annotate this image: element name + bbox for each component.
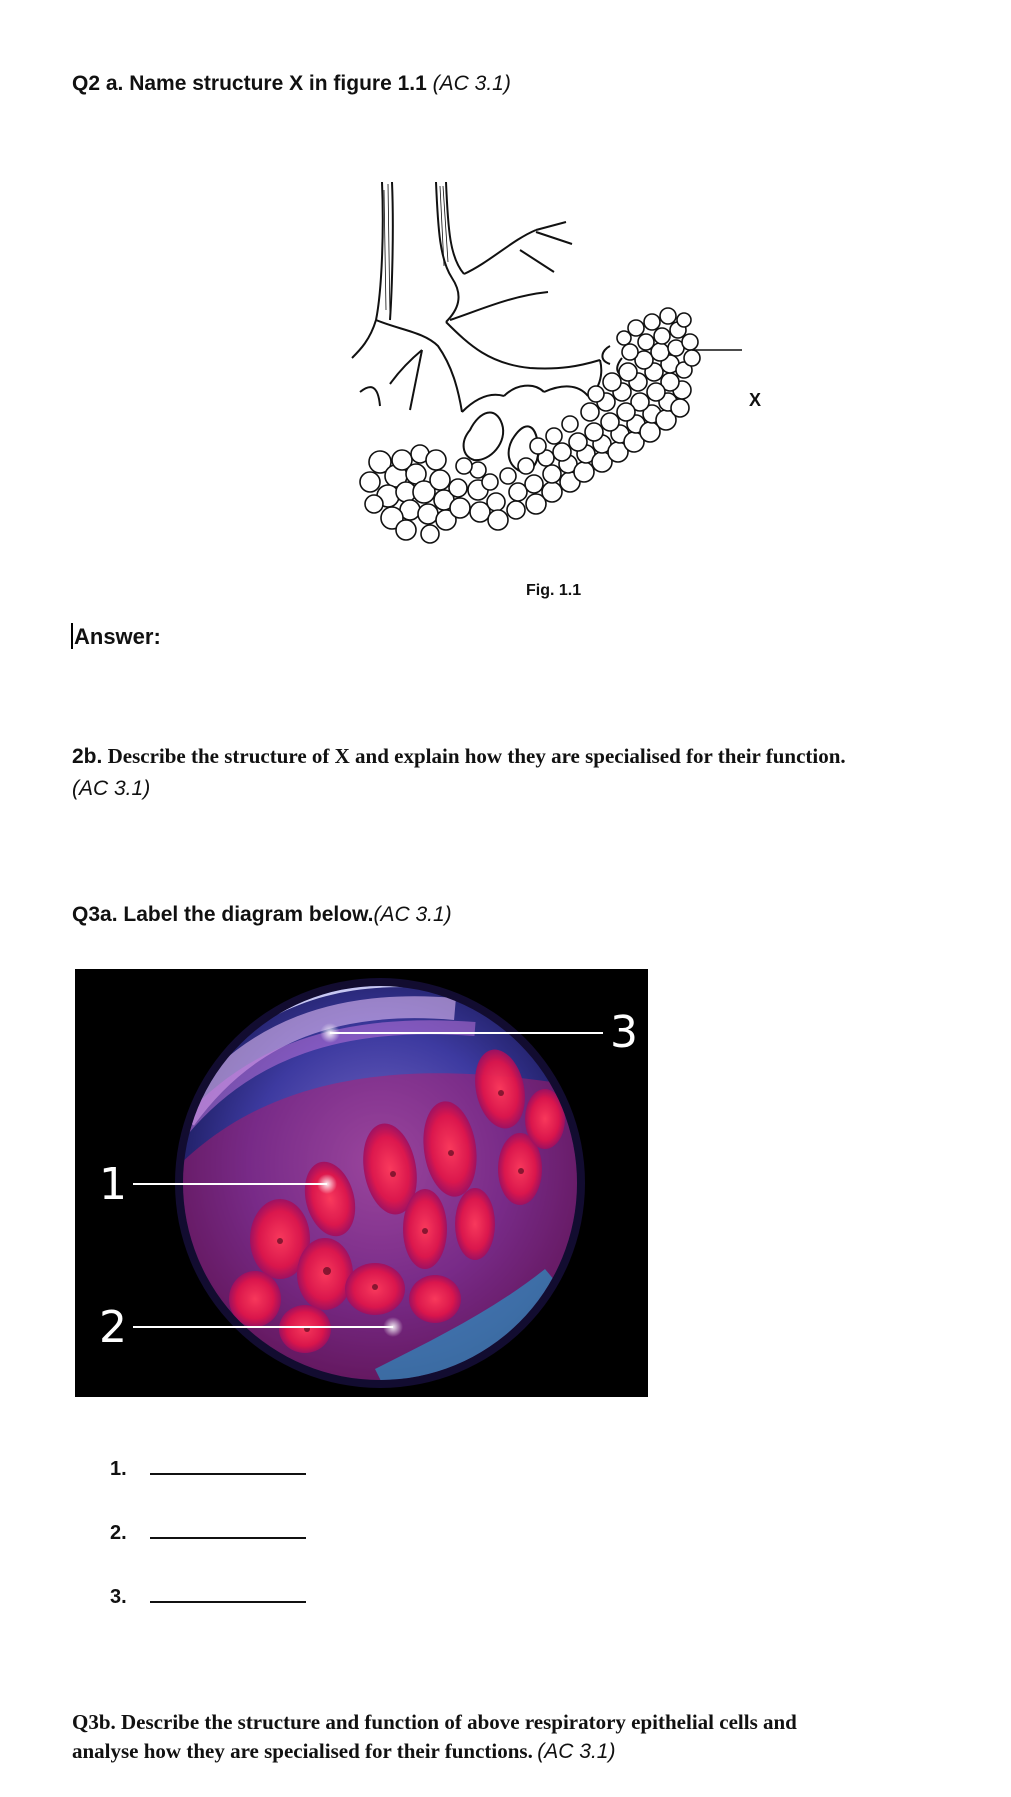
q2b-question [72,740,972,805]
q2b-number: 2b. [72,745,103,768]
answer-blank-line[interactable] [150,1455,306,1475]
micrograph-label-1: 1 [99,1159,127,1210]
q3a-text: Q3a. Label the diagram below. [72,903,374,926]
micrograph-label-2: 2 [99,1302,127,1353]
q3b-line-1: Q3b. Describe the structure and function of above respiratory epithelial cells and [72,1710,797,1734]
epithelium-micrograph [75,969,648,1397]
answer-blank-1[interactable] [110,1455,306,1481]
q2b-line-1 [72,740,972,773]
q2a-heading [72,72,511,96]
micrograph-label-3: 3 [610,1007,638,1058]
q2b-ac-ref: (AC 3.1) [72,777,151,800]
alveoli-diagram [340,170,780,550]
q3b-line-2: analyse how they are specialised for their functions. [72,1739,533,1763]
figure-label-x: X [749,390,762,410]
q3a-ac-ref: (AC 3.1) [373,903,452,926]
text-cursor [71,623,73,649]
q2a-ac-ref: (AC 3.1) [432,72,511,95]
figure-caption: Fig. 1.1 [526,582,582,599]
q3b-ac-ref: (AC 3.1) [537,1740,616,1763]
q3b-question [72,1708,992,1768]
answer-field[interactable] [71,623,161,650]
q3b-line-2-row [72,1737,992,1768]
answer-blank-3[interactable] [110,1583,306,1609]
q3a-heading [72,903,452,927]
q2a-text: Q2 a. Name structure X in figure 1.1 [72,72,427,95]
answer-blank-number: 1. [110,1458,127,1480]
q2b-text: Describe the structure of X and explain how they are specialised for their function. [107,744,846,768]
answer-label: Answer: [74,624,161,649]
answer-blank-number: 2. [110,1522,127,1544]
answer-blank-line[interactable] [150,1583,306,1603]
answer-blank-number: 3. [110,1586,127,1608]
answer-blank-line[interactable] [150,1519,306,1539]
answer-blank-2[interactable] [110,1519,306,1545]
